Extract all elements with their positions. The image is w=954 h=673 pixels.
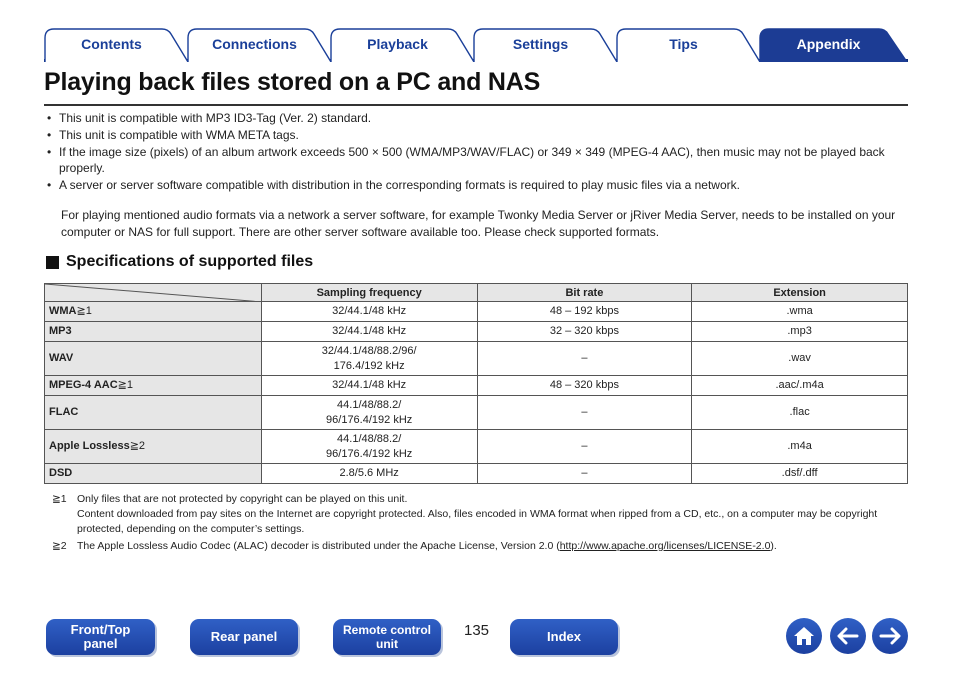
remote-control-label-2: unit bbox=[375, 637, 398, 651]
bitrate-cell: – bbox=[477, 342, 692, 376]
ext-cell: .wma bbox=[692, 302, 908, 322]
sampling-cell: 32/44.1/48 kHz bbox=[261, 376, 477, 396]
format-name: MP3 bbox=[49, 325, 72, 337]
tab-playback[interactable] bbox=[330, 28, 475, 60]
remote-control-unit-button[interactable] bbox=[333, 619, 441, 655]
format-cell bbox=[45, 342, 262, 376]
footnote-ref: ≧1 bbox=[117, 379, 133, 391]
sampling-cell: 32/44.1/48 kHz bbox=[261, 302, 477, 322]
sampling-cell: 44.1/48/88.2/ 96/176.4/192 kHz bbox=[261, 430, 477, 464]
footnote-2-mark: ≧2 bbox=[52, 540, 67, 552]
list-item: • A server or server software compatible with distribution in the corresponding formats is required to play music files via a network. bbox=[44, 177, 908, 193]
bullet-list bbox=[44, 110, 908, 194]
format-name: Apple Lossless bbox=[49, 440, 130, 452]
footnote-ref: ≧1 bbox=[76, 305, 92, 317]
table-header-row bbox=[45, 284, 908, 302]
bitrate-cell: 48 – 320 kbps bbox=[477, 376, 692, 396]
ext-cell: .aac/.m4a bbox=[692, 376, 908, 396]
tab-playback-label: Playback bbox=[367, 36, 428, 52]
arrow-left-icon bbox=[836, 626, 860, 646]
bitrate-cell: – bbox=[477, 430, 692, 464]
apache-license-link[interactable]: http://www.apache.org/licenses/LICENSE-2.0 bbox=[559, 540, 771, 552]
bitrate-cell: 48 – 192 kbps bbox=[477, 302, 692, 322]
table-row bbox=[45, 302, 908, 322]
tab-settings[interactable] bbox=[473, 28, 618, 60]
table-row bbox=[45, 464, 908, 484]
format-name: MPEG-4 AAC bbox=[49, 379, 118, 391]
ext-cell: .m4a bbox=[692, 430, 908, 464]
spec-table bbox=[44, 283, 908, 484]
index-label: Index bbox=[547, 629, 581, 644]
header-extension: Extension bbox=[692, 284, 908, 302]
footnote-ref: ≧2 bbox=[129, 440, 146, 452]
tab-tips[interactable] bbox=[616, 28, 761, 60]
format-name: DSD bbox=[49, 467, 73, 479]
server-software-paragraph: For playing mentioned audio formats via a network a server software, for example Twonky Media Server or jRiver Media Server, needs to be installed on your computer or NAS for full support. There are other server software available too. Please check supported formats. bbox=[61, 208, 896, 239]
home-icon bbox=[792, 625, 816, 647]
header-sampling-frequency: Sampling frequency bbox=[261, 284, 477, 302]
footnote-2-text: The Apple Lossless Audio Codec (ALAC) decoder is distributed under the Apache License, Version 2.0 ( bbox=[77, 540, 560, 552]
remote-control-label-1: Remote control bbox=[342, 623, 431, 637]
list-item: • This unit is compatible with MP3 ID3-Tag (Ver. 2) standard. bbox=[44, 110, 908, 126]
table-row bbox=[45, 376, 908, 396]
table-row bbox=[45, 322, 908, 342]
tab-connections[interactable] bbox=[187, 28, 332, 60]
format-cell bbox=[45, 322, 262, 342]
sampling-cell: 32/44.1/48/88.2/96/ 176.4/192 kHz bbox=[261, 342, 477, 376]
tab-bar bbox=[44, 26, 908, 62]
tab-appendix[interactable] bbox=[759, 28, 908, 60]
format-cell bbox=[45, 376, 262, 396]
footnote-2-end: ). bbox=[770, 540, 777, 552]
tab-connections-label: Connections bbox=[212, 36, 297, 52]
section-heading-text: Specifications of supported files bbox=[66, 253, 314, 270]
bitrate-cell: – bbox=[477, 396, 692, 430]
format-name: WMA bbox=[49, 305, 77, 317]
arrow-right-icon bbox=[878, 626, 902, 646]
format-name: FLAC bbox=[49, 406, 79, 418]
tab-contents[interactable] bbox=[44, 28, 189, 60]
square-bullet-icon bbox=[46, 256, 59, 269]
format-cell bbox=[45, 396, 262, 430]
front-top-panel-label-2: panel bbox=[83, 636, 118, 651]
back-button[interactable] bbox=[830, 618, 866, 654]
ext-cell: .flac bbox=[692, 396, 908, 430]
table-row bbox=[45, 430, 908, 464]
page-number: 135 bbox=[464, 622, 490, 639]
ext-cell: .wav bbox=[692, 342, 908, 376]
footnote-1-line-1: Only files that are not protected by copyright can be played on this unit. bbox=[77, 493, 408, 505]
table-row bbox=[45, 342, 908, 376]
list-item: • If the image size (pixels) of an album artwork exceeds 500 × 500 (WMA/MP3/WAV/FLAC) or 349 × 349 (MPEG-4 AAC), then music may not be played back properly. bbox=[44, 144, 908, 176]
format-cell bbox=[45, 464, 262, 484]
sampling-cell: 44.1/48/88.2/ 96/176.4/192 kHz bbox=[261, 396, 477, 430]
sampling-cell: 2.8/5.6 MHz bbox=[261, 464, 477, 484]
rear-panel-label: Rear panel bbox=[210, 629, 278, 644]
list-item: • This unit is compatible with WMA META tags. bbox=[44, 127, 908, 143]
tab-appendix-label: Appendix bbox=[796, 36, 861, 52]
format-name: WAV bbox=[49, 352, 74, 364]
forward-button[interactable] bbox=[872, 618, 908, 654]
bitrate-cell: 32 – 320 kbps bbox=[477, 322, 692, 342]
table-corner-cell bbox=[45, 284, 262, 302]
tab-tips-label: Tips bbox=[669, 36, 698, 52]
ext-cell: .mp3 bbox=[692, 322, 908, 342]
ext-cell: .dsf/.dff bbox=[692, 464, 908, 484]
sampling-cell: 32/44.1/48 kHz bbox=[261, 322, 477, 342]
tab-contents-label: Contents bbox=[81, 36, 142, 52]
index-button[interactable] bbox=[510, 619, 618, 655]
page-title: Playing back files stored on a PC and NAS bbox=[44, 68, 541, 96]
footnote-2 bbox=[44, 539, 908, 554]
format-cell bbox=[45, 430, 262, 464]
title-divider bbox=[44, 104, 908, 106]
section-heading bbox=[46, 253, 313, 271]
footnotes bbox=[44, 492, 908, 556]
header-bit-rate: Bit rate bbox=[477, 284, 692, 302]
tab-settings-label: Settings bbox=[512, 36, 569, 52]
table-row bbox=[45, 396, 908, 430]
footnote-1 bbox=[44, 492, 908, 537]
rear-panel-button[interactable] bbox=[190, 619, 298, 655]
footnote-1-line-2: Content downloaded from pay sites on the Internet are copyright protected. Also, files encoded in WMA format when ripped from a CD, etc., on a computer may be copyright protected, depending on the computer’s settings. bbox=[77, 508, 878, 535]
footnote-1-mark: ≧1 bbox=[52, 493, 67, 505]
front-top-panel-button[interactable] bbox=[46, 619, 155, 655]
front-top-panel-label-1: Front/Top bbox=[70, 622, 131, 637]
format-cell bbox=[45, 302, 262, 322]
home-button[interactable] bbox=[786, 618, 822, 654]
bitrate-cell: – bbox=[477, 464, 692, 484]
